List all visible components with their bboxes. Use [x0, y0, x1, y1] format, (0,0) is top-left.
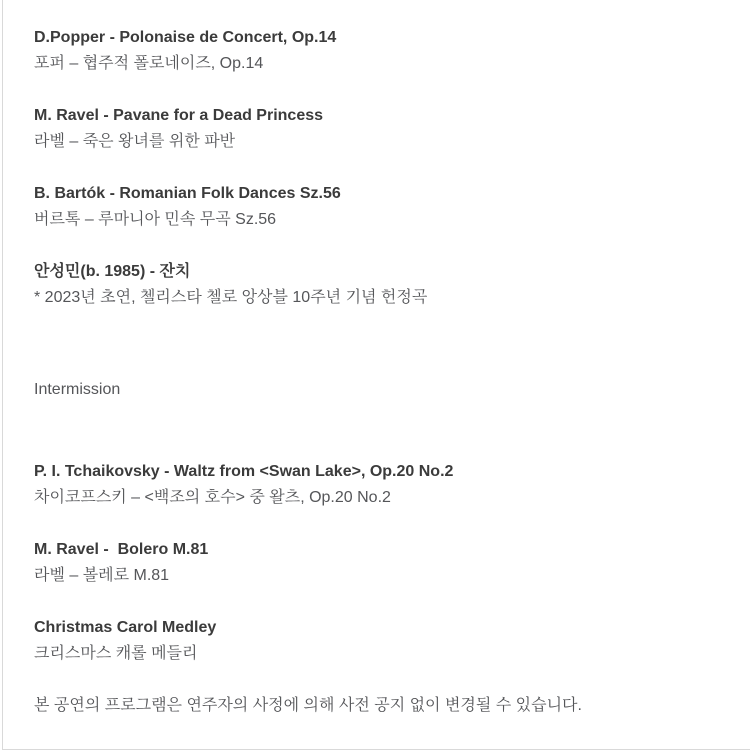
- piece-title: M. Ravel - Bolero M.81: [34, 541, 209, 558]
- program-entry: [34, 259, 750, 311]
- program-entry: [34, 25, 750, 77]
- program-entry: [34, 615, 750, 667]
- program-entry: [34, 537, 750, 589]
- piece-subtitle-korean: 버르톡 – 루마니아 민속 무곡 Sz.56: [34, 211, 277, 228]
- program-entry: [34, 103, 750, 155]
- piece-title: P. I. Tchaikovsky - Waltz from <Swan Lake>, Op.20 No.2: [34, 463, 454, 480]
- program-page: [2, 0, 750, 750]
- piece-subtitle-korean: 라벨 – 볼레로 M.81: [34, 567, 170, 584]
- piece-note-korean: * 2023년 초연, 첼리스타 첼로 앙상블 10주년 기념 헌정곡: [34, 289, 428, 306]
- piece-title: M. Ravel - Pavane for a Dead Princess: [34, 107, 324, 124]
- program-entry: [34, 459, 750, 511]
- intermission-label: Intermission: [34, 381, 121, 398]
- piece-title: D.Popper - Polonaise de Concert, Op.14: [34, 29, 337, 46]
- program-entry: [34, 181, 750, 233]
- piece-title: Christmas Carol Medley: [34, 619, 217, 636]
- piece-subtitle-korean: 라벨 – 죽은 왕녀를 위한 파반: [34, 133, 236, 150]
- piece-subtitle-korean: 크리스마스 캐롤 메들리: [34, 645, 198, 662]
- piece-title: B. Bartók - Romanian Folk Dances Sz.56: [34, 185, 341, 202]
- piece-subtitle-korean: 차이코프스키 – <백조의 호수> 중 왈츠, Op.20 No.2: [34, 489, 391, 506]
- program-change-notice: 본 공연의 프로그램은 연주자의 사정에 의해 사전 공지 없이 변경될 수 있습니다.: [34, 697, 582, 714]
- piece-title: 안성민(b. 1985) - 잔치: [34, 263, 191, 280]
- piece-subtitle-korean: 포퍼 – 협주적 폴로네이즈, Op.14: [34, 55, 264, 72]
